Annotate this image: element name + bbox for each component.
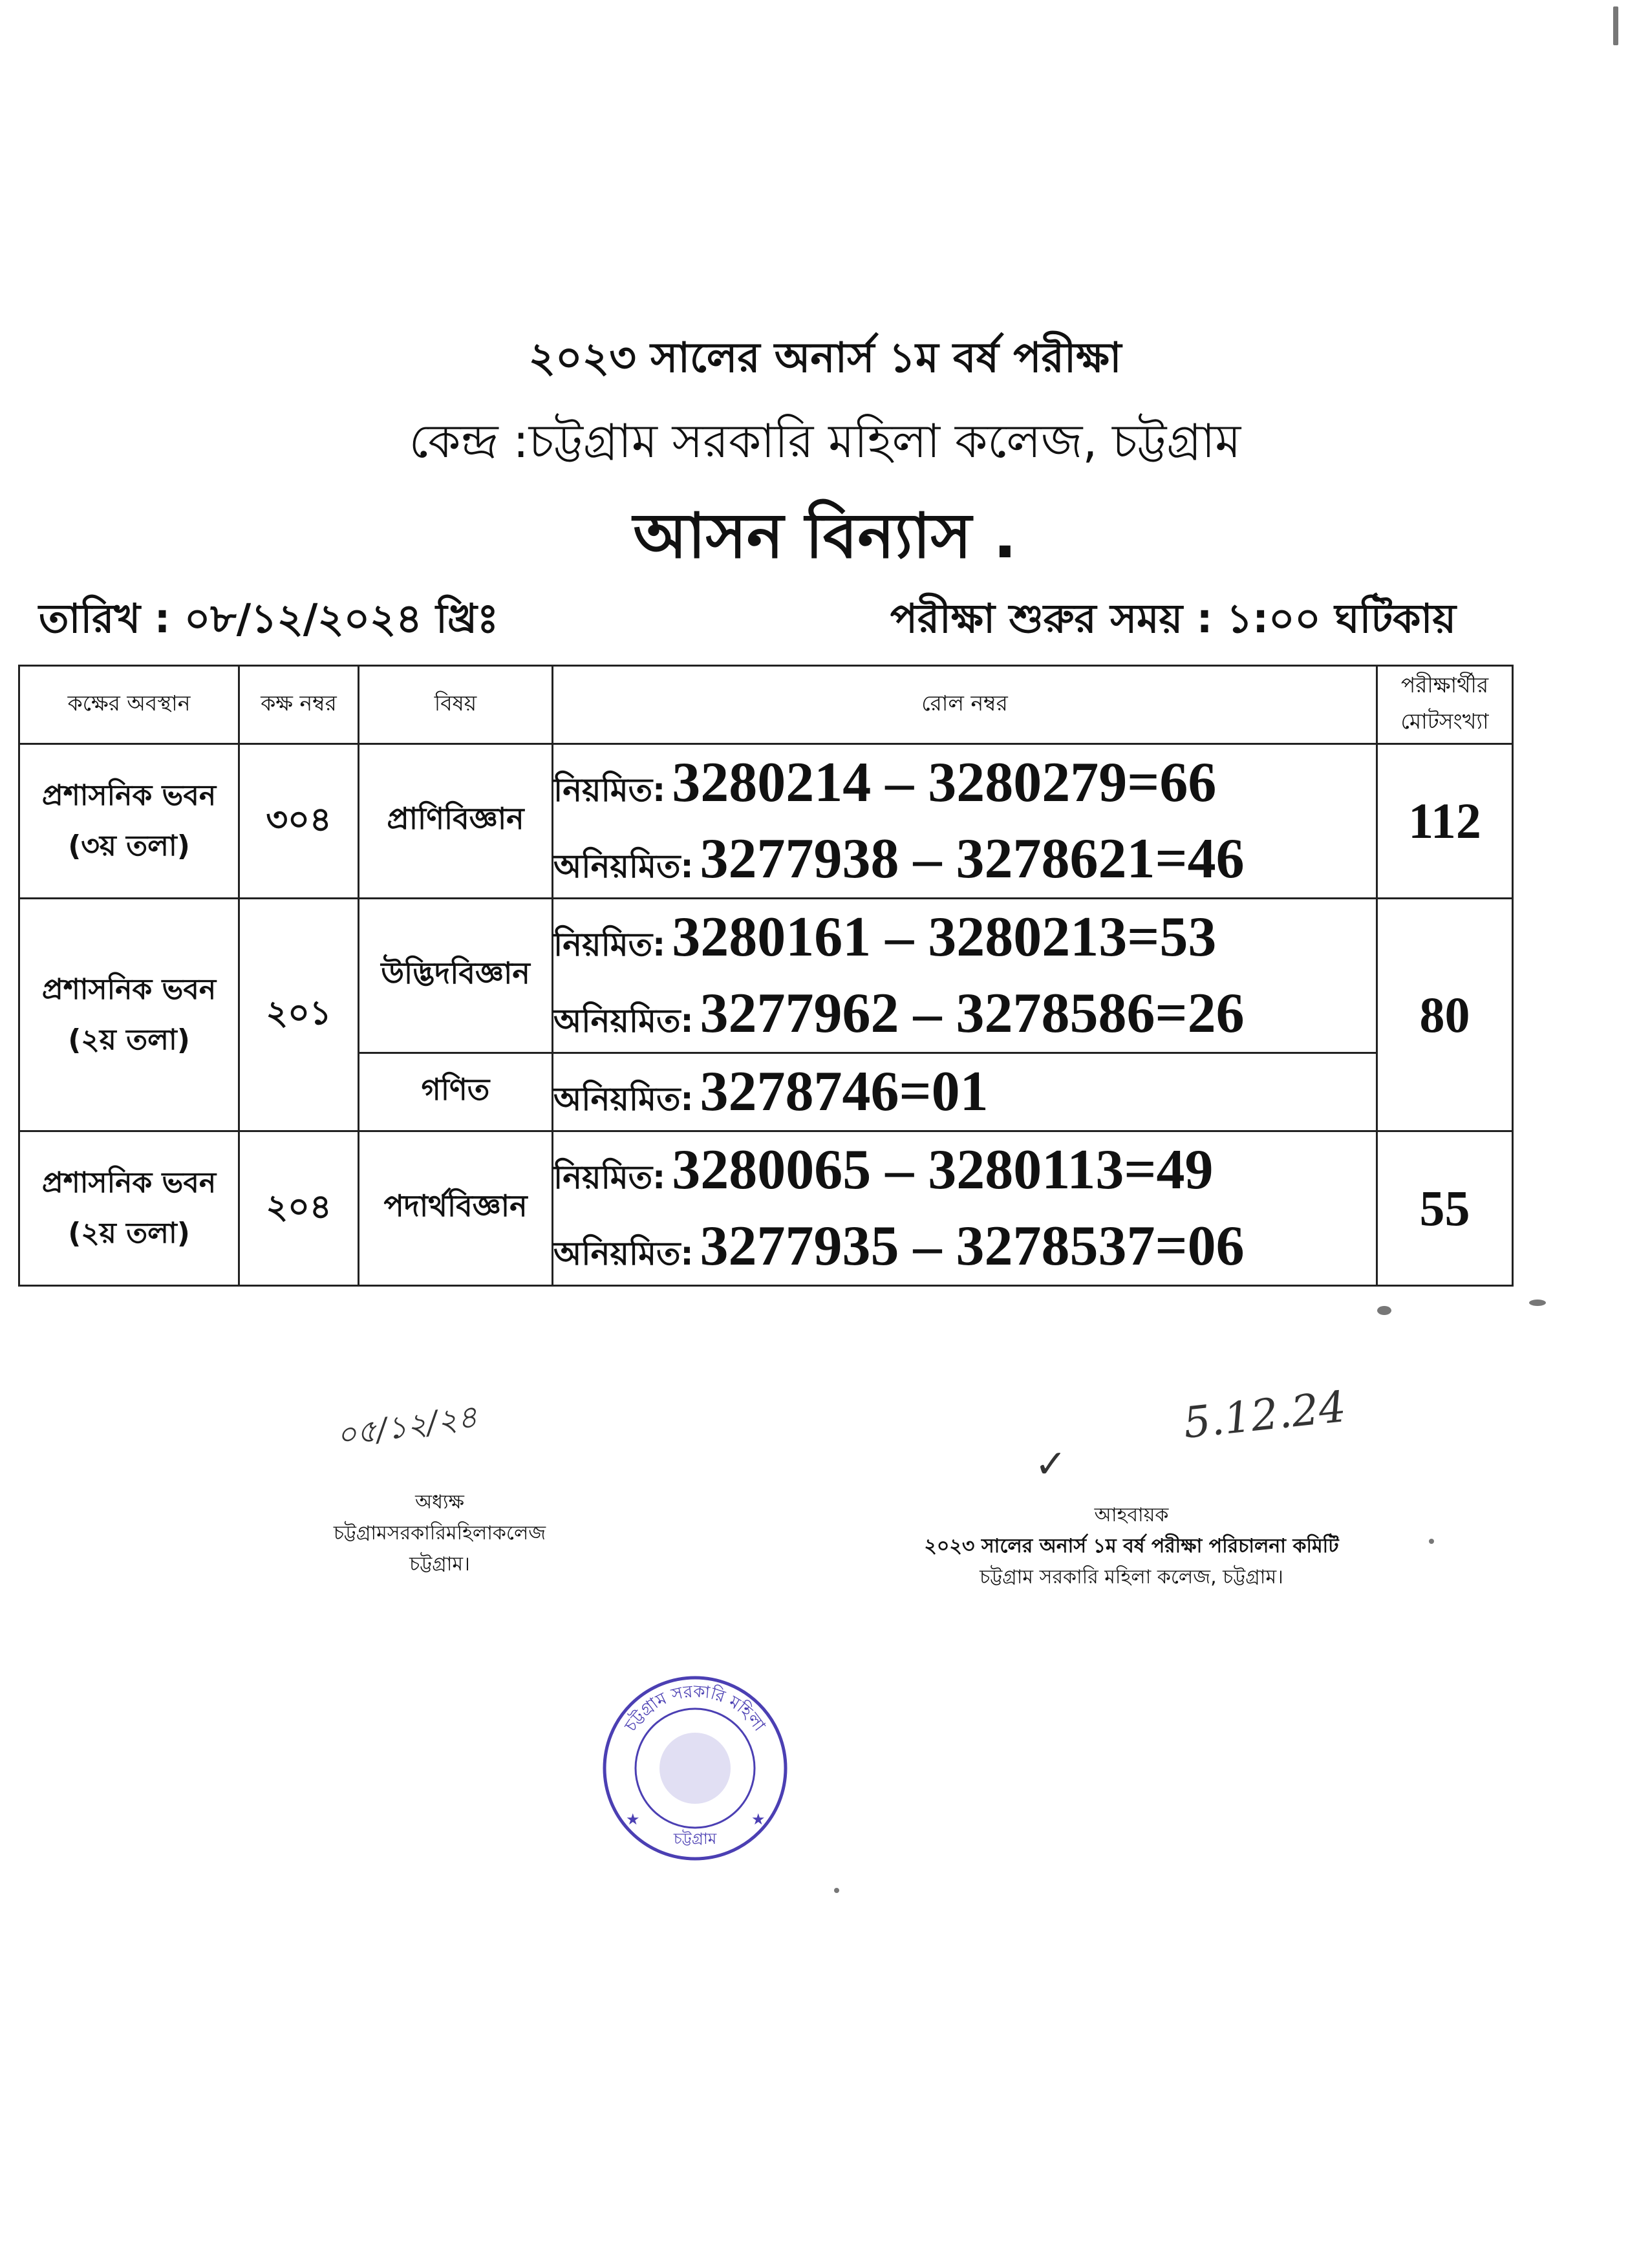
room-location — [19, 899, 239, 1131]
table-row — [19, 1131, 1513, 1286]
convener-org: চট্টগ্রাম সরকারি মহিলা কলেজ, চট্টগ্রাম। — [980, 1566, 1283, 1589]
roll-range: 3277935 – 3278537=06 — [700, 1215, 1245, 1278]
header-room: কক্ষ নম্বর — [239, 666, 359, 744]
roll-type: নিয়মিত: — [553, 771, 666, 809]
roll-type: নিয়মিত: — [553, 1159, 666, 1196]
subject-name: পদার্থবিজ্ঞান — [359, 1131, 553, 1286]
table-row — [19, 899, 1513, 1053]
roll-type: অনিয়মিত: — [553, 1235, 694, 1272]
header-total-line2: মোটসংখ্যা — [1400, 709, 1489, 734]
header-location: কক্ষের অবস্থান — [19, 666, 239, 744]
header-total-line1: পরীক্ষার্থীর — [1400, 672, 1489, 698]
roll-range: 3280161 – 3280213=53 — [672, 906, 1217, 968]
roll-range: 3280214 – 3280279=66 — [672, 751, 1217, 814]
roll-line — [553, 1208, 1376, 1285]
header-total — [1377, 666, 1513, 744]
roll-range: 3280065 – 3280113=49 — [672, 1139, 1214, 1201]
convener-signature-date: 5.12.24 — [1181, 1382, 1349, 1448]
table-row — [19, 744, 1513, 899]
principal-title: অধ্যক্ষ — [415, 1491, 464, 1514]
principal-org: চট্টগ্রামসরকারিমহিলাকলেজ — [333, 1522, 546, 1545]
exam-start-time: পরীক্ষা শুরুর সময় : ১:০০ ঘটিকায় — [890, 595, 1456, 642]
header-roll: রোল নম্বর — [553, 666, 1377, 744]
seal-top-text: চট্টগ্রাম সরকারি মহিলা — [621, 1682, 769, 1735]
room-location — [19, 1131, 239, 1286]
principal-city: চট্টগ্রাম। — [409, 1553, 470, 1576]
roll-type: নিয়মিত: — [553, 926, 666, 963]
star-icon: ★ — [751, 1810, 766, 1828]
seat-plan-title: আসন বিন্যাস . — [633, 500, 1017, 572]
roll-type: অনিয়মিত: — [553, 1002, 694, 1040]
seat-plan-table — [18, 665, 1514, 1287]
scan-speck — [1529, 1300, 1546, 1306]
total-examinees: 112 — [1377, 744, 1513, 899]
roll-range: 3277938 – 3278621=46 — [700, 828, 1245, 890]
location-floor: (২য় তলা) — [68, 1217, 190, 1250]
star-icon: ★ — [626, 1810, 640, 1828]
location-building: প্রশাসনিক ভবন — [41, 779, 217, 812]
check-mark-icon: ✓ — [1034, 1442, 1067, 1487]
convener-title: আহবায়ক — [1094, 1504, 1169, 1526]
roll-line — [553, 976, 1376, 1052]
roll-line — [553, 821, 1376, 897]
principal-signature-date: ০৫/১২/২৪ — [334, 1398, 480, 1455]
total-examinees: 80 — [1377, 899, 1513, 1131]
room-location — [19, 744, 239, 899]
exam-center: কেন্দ্র :চট্টগ্রাম সরকারি মহিলা কলেজ, চট্টগ্রাম — [409, 414, 1241, 468]
convener-signature-block — [808, 1500, 1455, 1593]
total-examinees: 55 — [1377, 1131, 1513, 1286]
roll-ranges — [553, 899, 1377, 1053]
room-number: ২০৪ — [239, 1131, 359, 1286]
subject-name: উদ্ভিদবিজ্ঞান — [359, 899, 553, 1053]
header-subject: বিষয় — [359, 666, 553, 744]
room-number: ৩০৪ — [239, 744, 359, 899]
principal-signature-block — [278, 1487, 601, 1580]
roll-ranges — [553, 744, 1377, 899]
college-seal-icon — [601, 1674, 789, 1862]
scan-speck — [1377, 1306, 1391, 1315]
seal-bottom-text: চট্টগ্রাম — [673, 1830, 717, 1848]
table-header-row — [19, 666, 1513, 744]
roll-type: অনিয়মিত: — [553, 848, 694, 885]
scan-speck — [1613, 6, 1618, 45]
convener-committee: ২০২৩ সালের অনার্স ১ম বর্ষ পরীক্ষা পরিচালনা কমিটি — [924, 1535, 1339, 1557]
exam-title: ২০২৩ সালের অনার্স ১ম বর্ষ পরীক্ষা — [528, 334, 1122, 382]
scan-speck — [1429, 1539, 1434, 1544]
location-building: প্রশাসনিক ভবন — [41, 972, 217, 1006]
roll-line — [553, 899, 1376, 976]
exam-date: তারিখ : ০৮/১২/২০২৪ খ্রিঃ — [39, 595, 499, 642]
roll-range: 3277962 – 3278586=26 — [700, 982, 1245, 1045]
roll-line — [553, 745, 1376, 821]
subject-name: প্রাণিবিজ্ঞান — [359, 744, 553, 899]
roll-range: 3278746=01 — [700, 1060, 989, 1123]
roll-line — [553, 1132, 1376, 1208]
roll-ranges — [553, 1053, 1377, 1131]
location-building: প্রশাসনিক ভবন — [41, 1166, 217, 1199]
roll-type: অনিয়মিত: — [553, 1080, 694, 1118]
room-number: ২০১ — [239, 899, 359, 1131]
roll-line — [553, 1054, 1376, 1130]
scan-speck — [834, 1888, 839, 1893]
subject-name: গণিত — [359, 1053, 553, 1131]
roll-ranges — [553, 1131, 1377, 1286]
location-floor: (২য় তলা) — [68, 1023, 190, 1056]
location-floor: (৩য় তলা) — [68, 829, 190, 862]
